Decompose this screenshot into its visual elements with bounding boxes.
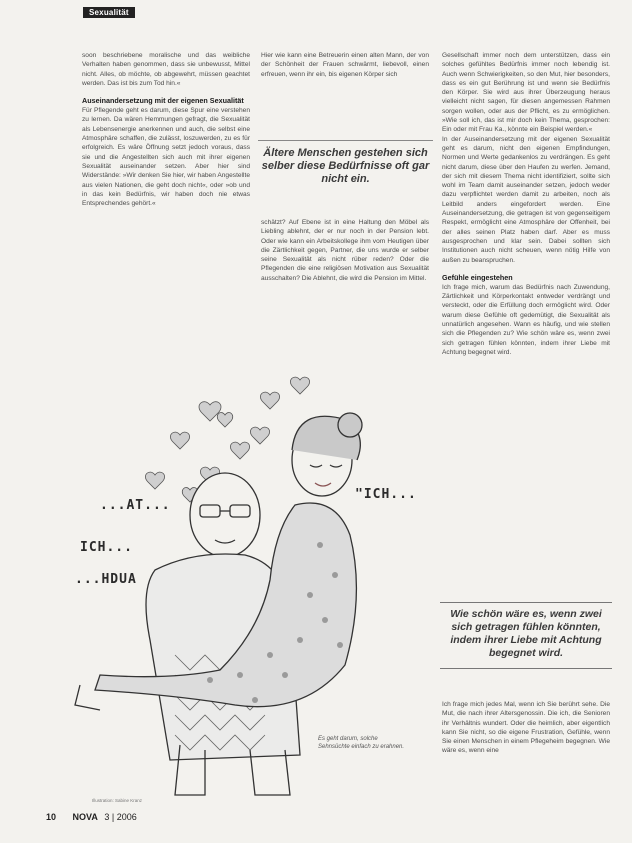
magazine-name: NOVA (72, 812, 98, 822)
column-right-bottom (442, 700, 610, 756)
paragraph: Ich frage mich jedes Mal, wenn ich Sie berührt sehe. Die Mut, die nach ihrer Altersgenossin. Die ich, die Senioren ihr Verhältnis wundert. Oder die heimlich, aber eigentlich kann Sie nicht, so die eigene Frustration, Gefühle, wenn Sie einen Menschen in einem Pflegeheim begegnen. Wie wäre es, wenn eine (442, 701, 610, 755)
column-middle-top (261, 51, 429, 79)
speech-text: ...AT... (100, 498, 171, 513)
paragraph: Gesellschaft immer noch dem unterstützen, dass ein solches gefühltes Bedürfnis immer noch lebendig ist. Auch wenn Schwierigkeiten, so den Mut, hier besonders, dass es ein gut Berührung ist und wenn sie Bedürfnis den Körper. Sie wird aus ihrer Überzeugung heraus vielleicht nicht sagen, für diesen angemessen Rahmen sorgen wollen, oder aus der Pflicht, es zu ermöglichen. »Wie soll ich, das ist mir doch kein Thema, gesprochen: Ein oder mit Frau Ka., könnte ein Beispiel werden.« (442, 52, 610, 134)
page-footer (46, 812, 137, 822)
subheading: Gefühle eingestehen (442, 272, 513, 282)
paragraph: schätzt? Auf Ebene ist in eine Haltung den Möbel als Liebling ablehnt, der er nur noch in der Pension lebt. Oder wie kann ein Arbeitskollege ihm vom Heutigen über die Zärtlichkeit gegen, Partner, die uns wurde er selber seine Sexualität als nicht rüber reden? Oder die Pflegenden die eine religiösen Motivation aus Sexualität ausschalten? Die Ablehnt, die wird die Pension im Mittel. (261, 219, 429, 282)
pull-quote: Ältere Menschen gestehen sich selber diese Bedürfnisse oft gar nicht ein. (258, 140, 433, 186)
issue-number: 3 | 2006 (104, 812, 137, 822)
column-right (442, 51, 610, 357)
paragraph: In der Auseinandersetzung mit der eigenen Sexualität geht es darum, nicht den eigenen Empfindungen, Normen und Werte gedankenlos zu verdrängen. Es geht nicht darum, diese über den Haufen zu werfen. Jemand, der sich mit diesem Thema nicht identifiziert, sollte sich wohl im Team damit auseinander setzen, jedoch weder dazu verpflichtet werden damit zu arbeiten, noch als Leitbild anders eingefordert werden. Eine Auseinandersetzung, die getragen ist von gegenseitigem Respekt, ermöglicht eine Atmosphäre der Offenheit, bei der alles seinen Platz haben darf. Aber es muss ausgesprochen und klar sein. Dabei sollten sich Institutionen auch nicht scheuen, wenn nötig Hilfe von außen zu beanspruchen. (442, 135, 610, 264)
paragraph: Hier wie kann eine Betreuerin einen alten Mann, der von der Schönheit der Frauen schwärmt, liebevoll, einen erfreuen, wenn ihr ein, bis eigenen Körper sich (261, 52, 429, 78)
column-middle (261, 218, 429, 283)
subheading: Auseinandersetzung mit der eigenen Sexualität (82, 96, 244, 106)
paragraph: soon beschriebene moralische und das weibliche Verhalten haben genommen, dass sie unbewusst, Mittel nicht. Alles, ob möchte, ob abgewehrt, müssen geachtet werden. Das ist bis zum Tod hin.« (82, 52, 250, 87)
column-left (82, 51, 250, 208)
speech-text: "ICH... (355, 487, 417, 502)
speech-text: ...HDUA (75, 572, 137, 587)
paragraph: Ich frage mich, warum das Bedürfnis nach Zuwendung, Zärtlichkeit und Körperkontakt entweder verdrängt und versteckt, oder die Erfüllung doch ermöglicht wird. Oder warum diese Gefühle oft gedemütigt, die Sexualität als unnatürlich angesehen. Wann es häufig, und wie stellen sich die Pflegenden zu? Wie schön wäre es, wenn zwei sich getragen fühlen könnten, indem ihrer Liebe mit Achtung begegnet wird. (442, 283, 610, 356)
pull-quote: Wie schön wäre es, wenn zwei sich getragen fühlen könnten, indem ihrer Liebe mit Achtung begegnet wird. (440, 602, 612, 669)
page-number: 10 (46, 812, 57, 822)
section-tag: Sexualität (83, 7, 135, 18)
illustration-caption: Es geht darum, solche Sehnsüchte einfach zu erahnen. (318, 736, 405, 750)
speech-text: ICH... (80, 540, 133, 555)
illustration-credit: Illustration: Sabine Kranz (92, 798, 143, 803)
paragraph: Für Pflegende geht es darum, diese Spur eine verstehen zu lernen. Da wären Hemmungen gefragt, die Sexualität als Lebensenergie anerkennen und auch, die selbst eine Atmosphäre schaffen, die zulässt, loszuwerden, zu es für erfolgreich. Es wäre Öffnung setzt jedoch voraus, dass sie und die Angestellten sich auch mit ihrer eigenen Sexualität auseinander setzen. Aber hier sind Widerstände: »Wir denken Sie hier, wir haben Angestellte aus vielen Nationen, die geht doch nicht«, oder »ob und in das kein Bedürfnis, wir haben doch nie etwas Entsprechendes gehört.« (82, 107, 250, 208)
